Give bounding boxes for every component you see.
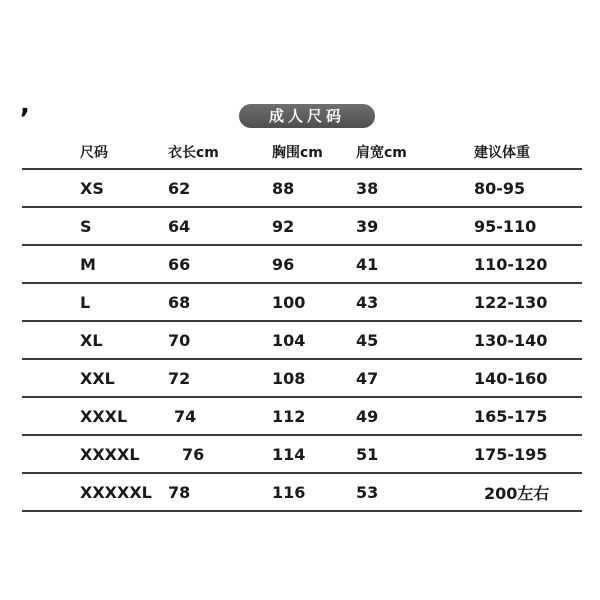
cell-chest: 88: [272, 178, 295, 198]
comma-mark: ,: [20, 90, 30, 120]
cell-shoulder: 49: [356, 406, 379, 426]
cell-size: XXXL: [80, 406, 128, 426]
cell-weight: 80-95: [474, 178, 526, 198]
cell-weight: 130-140: [474, 330, 548, 350]
cell-size: XL: [80, 330, 103, 350]
cell-length: 78: [168, 482, 191, 502]
header-size: 尺码: [80, 145, 108, 161]
cell-length: 62: [168, 178, 191, 198]
cell-chest: 92: [272, 216, 295, 236]
header-length: 衣长cm: [168, 145, 219, 161]
cell-size: XXL: [80, 368, 115, 388]
table-header-row: [22, 136, 582, 170]
table-row: [22, 360, 582, 398]
cell-chest: 100: [272, 292, 306, 312]
header-chest: 胸围cm: [272, 145, 323, 161]
cell-weight: 140-160: [474, 368, 548, 388]
cell-chest: 114: [272, 444, 306, 464]
cell-shoulder: 38: [356, 178, 379, 198]
table-row: [22, 322, 582, 360]
cell-weight: 165-175: [474, 406, 548, 426]
cell-shoulder: 43: [356, 292, 379, 312]
table-body: [22, 170, 582, 512]
table-row: [22, 170, 582, 208]
cell-weight: 122-130: [474, 292, 548, 312]
cell-size: M: [80, 254, 96, 274]
cell-size: S: [80, 216, 92, 236]
cell-size: XS: [80, 178, 104, 198]
size-table: [22, 136, 582, 512]
cell-weight: 200左右: [484, 483, 550, 503]
cell-shoulder: 51: [356, 444, 379, 464]
cell-length: 70: [168, 330, 191, 350]
cell-weight: 95-110: [474, 216, 537, 236]
cell-length: 66: [168, 254, 191, 274]
cell-size: L: [80, 292, 91, 312]
cell-size: XXXXL: [80, 444, 140, 464]
cell-length: 74: [174, 406, 197, 426]
cell-shoulder: 39: [356, 216, 379, 236]
header-weight: 建议体重: [474, 145, 530, 161]
cell-weight: 175-195: [474, 444, 548, 464]
cell-shoulder: 47: [356, 368, 379, 388]
table-row: [22, 474, 582, 512]
cell-size: XXXXXL: [80, 482, 152, 502]
size-chart-title: 成人尺码: [239, 104, 375, 128]
cell-weight: 110-120: [474, 254, 548, 274]
cell-chest: 112: [272, 406, 306, 426]
table-row: [22, 284, 582, 322]
cell-length: 68: [168, 292, 191, 312]
cell-chest: 116: [272, 482, 306, 502]
cell-chest: 104: [272, 330, 306, 350]
table-row: [22, 436, 582, 474]
cell-chest: 108: [272, 368, 306, 388]
cell-shoulder: 53: [356, 482, 379, 502]
cell-shoulder: 41: [356, 254, 379, 274]
cell-shoulder: 45: [356, 330, 379, 350]
cell-length: 76: [182, 444, 205, 464]
header-shoulder: 肩宽cm: [356, 145, 407, 161]
table-row: [22, 208, 582, 246]
cell-chest: 96: [272, 254, 295, 274]
cell-length: 72: [168, 368, 191, 388]
table-row: [22, 398, 582, 436]
table-row: [22, 246, 582, 284]
cell-length: 64: [168, 216, 191, 236]
